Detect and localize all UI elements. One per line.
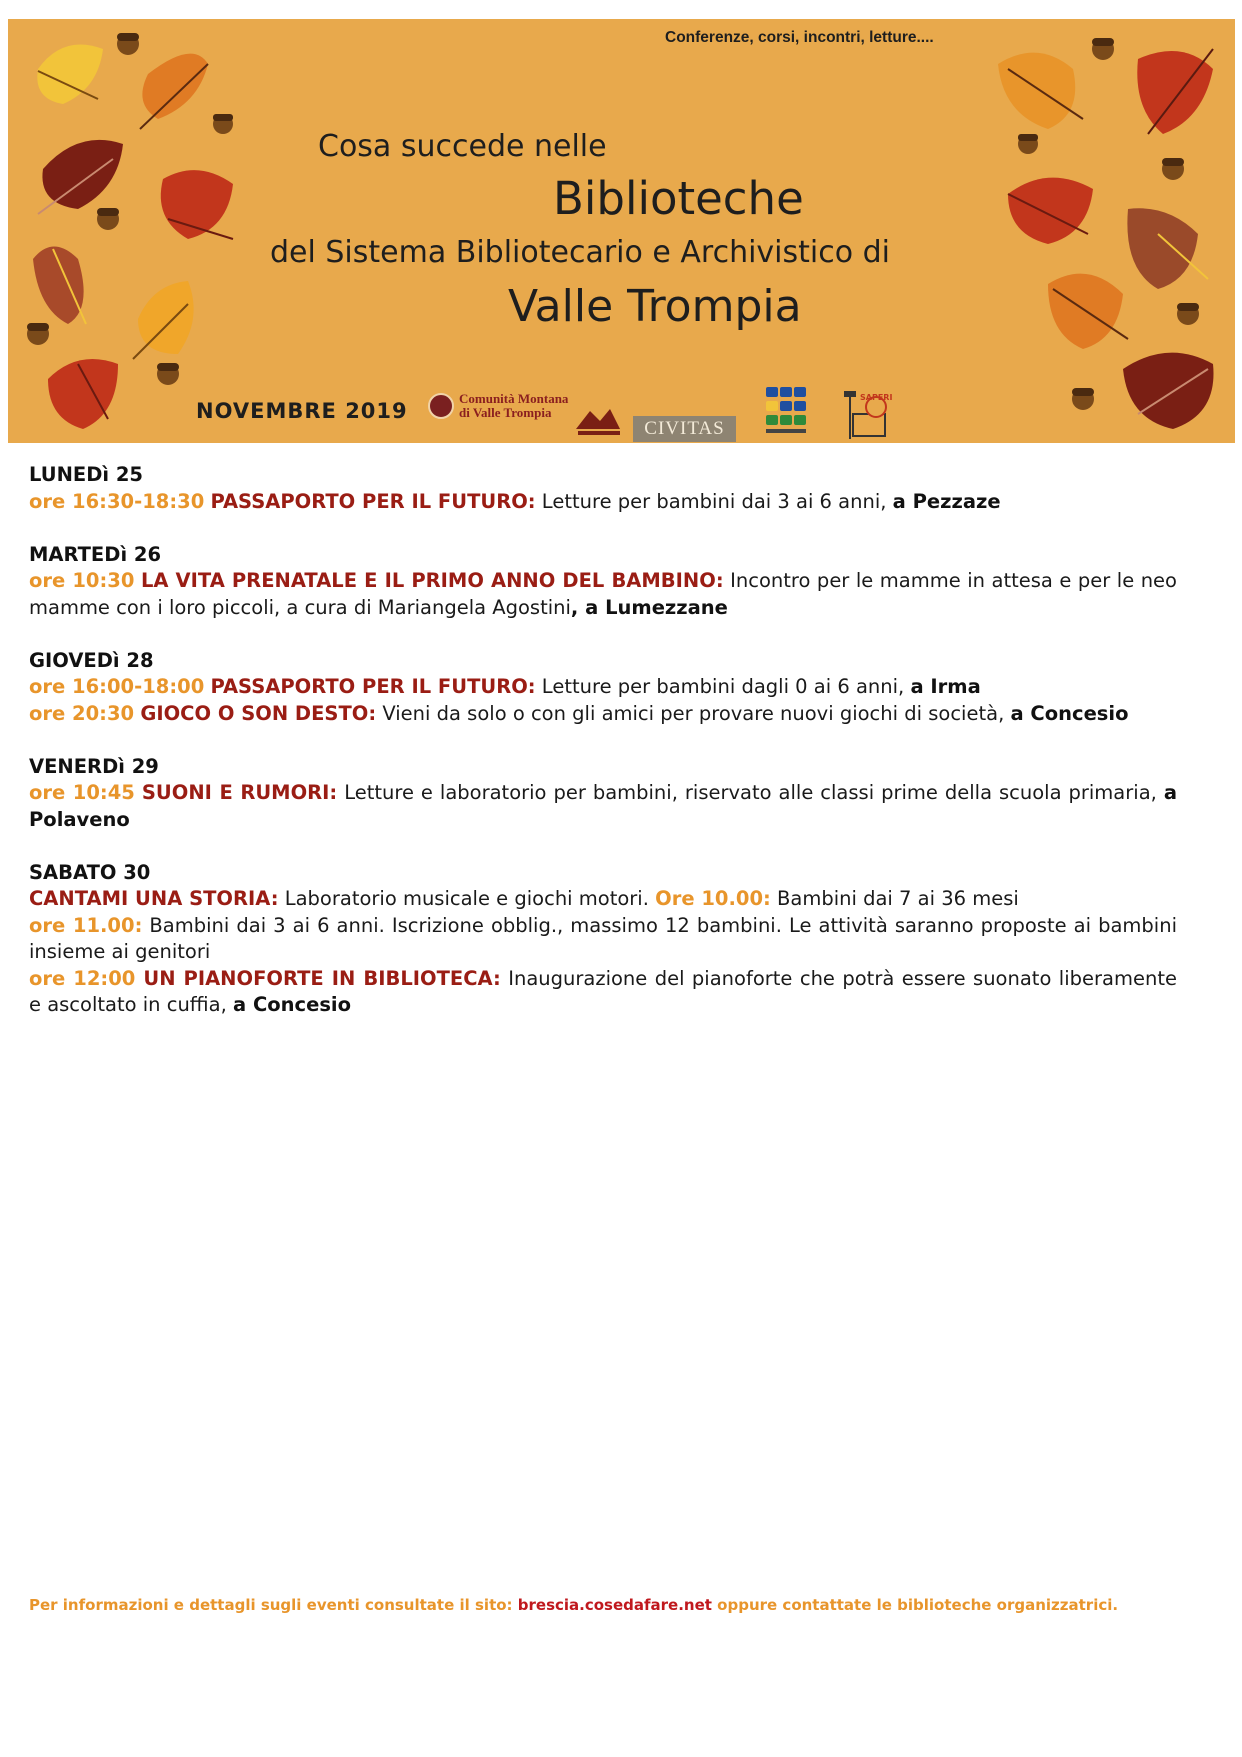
event-time: ore 10:45 [29,781,135,804]
acorn-icon [27,323,49,345]
banner-tagline: Conferenze, corsi, incontri, letture.... [665,29,934,46]
svg-text:SAPERI: SAPERI [860,393,893,402]
comunita-montana-logo [428,392,568,420]
event-place: , a Lumezzane [570,595,728,619]
event-title: GIOCO O SON DESTO: [140,701,377,725]
event-item [29,780,1177,833]
day-block [29,462,1177,515]
logo-comunita-line2: di Valle Trompia [459,405,552,420]
leaf-icon [37,45,103,105]
banner-title-main: Biblioteche [553,172,804,225]
event-time: Ore 10.00: [655,887,771,910]
event-description: Letture e laboratorio per bambini, riservato alle classi prime della scuola primaria, [337,781,1164,804]
event-item [29,701,1177,728]
leaf-icon [38,140,123,214]
leaf-icon [1048,274,1128,349]
event-place: a Concesio [233,993,352,1016]
rete-bibliotecaria-logo-icon [766,387,806,433]
acorn-icon [157,363,179,385]
event-item [29,913,1177,966]
acorn-icon [1018,134,1038,154]
event-description: Vieni da solo o con gli amici per provare nuovi giochi di società, [376,701,1011,725]
civitas-logo: CIVITAS [633,416,736,442]
saperi-logo-icon [844,391,892,439]
event-time: ore 12:00 [29,966,136,990]
banner-month: NOVEMBRE 2019 [196,399,408,423]
day-heading: MARTEDì 26 [29,542,162,566]
event-time: ore 16:00-18:00 [29,675,205,698]
banner-title-line3: del Sistema Bibliotecario e Archivistico di [270,235,890,270]
banner-title-line1: Cosa succede nelle [318,129,607,164]
event-item [29,966,1177,1019]
acorn-icon [117,33,139,55]
unica-logo-icon [576,409,620,435]
event-place: a Polaveno [29,781,1177,831]
event-place: a Irma [910,675,981,698]
day-block [29,542,1177,622]
event-description: Bambini dai 7 ai 36 mesi [770,887,1019,910]
leaf-icon [33,247,86,325]
website-link[interactable]: brescia.cosedafare.net [517,1596,712,1614]
day-block [29,754,1177,834]
event-item [29,886,1177,913]
event-place: a Pezzaze [892,489,1001,513]
events-list [29,462,1177,1045]
footer-prefix: Per informazioni e dettagli sugli eventi consultate il sito: [29,1596,518,1614]
event-title: PASSAPORTO PER IL FUTURO: [210,675,536,698]
event-description: Letture per bambini dai 3 ai 6 anni, [535,489,893,513]
acorn-icon [1162,158,1184,180]
footer-suffix: oppure contattate le biblioteche organizzatrici. [711,1596,1119,1614]
acorn-icon [1177,303,1199,325]
leaf-icon [1137,49,1213,134]
leaf-icon [140,54,208,129]
emblem-icon [428,393,454,419]
event-time: ore 10:30 [29,569,135,592]
leaf-icon [998,53,1083,129]
header-banner [8,19,1235,443]
event-item [29,568,1177,621]
day-heading: LUNEDì 25 [29,463,144,486]
event-description: Letture per bambini dagli 0 ai 6 anni, [535,675,911,698]
banner-title-line4: Valle Trompia [508,281,802,332]
event-description: Bambini dai 3 ai 6 anni. Iscrizione obblig., massimo 12 bambini. Le attività saranno proposte ai bambini insieme ai genitori [29,913,1177,963]
event-title: SUONI E RUMORI: [141,781,338,804]
day-heading: VENERDì 29 [29,754,159,778]
event-title: PASSAPORTO PER IL FUTURO: [210,489,536,513]
leaf-icon [1127,208,1208,289]
event-time: ore 20:30 [29,701,135,725]
event-description: Incontro per le mamme in attesa e per le neo mamme con i loro piccoli, a cura di Mariangela Agostini [29,569,1177,619]
logo-comunita-line1: Comunità Montana [459,391,569,406]
day-heading: SABATO 30 [29,860,151,884]
event-title: LA VITA PRENATALE E IL PRIMO ANNO DEL BAMBINO: [140,569,724,592]
event-title: CANTAMI UNA STORIA: [29,887,279,910]
event-time: ore 16:30-18:30 [29,489,205,513]
leaf-icon [48,359,118,429]
leaf-icon [1123,353,1214,429]
day-block [29,648,1177,728]
acorn-icon [1072,388,1094,410]
leaf-icon [133,281,194,359]
acorn-icon [1092,38,1114,60]
day-block [29,860,1177,1019]
event-title: UN PIANOFORTE IN BIBLIOTECA: [135,966,501,990]
leaf-icon [1008,178,1093,244]
event-item [29,489,1177,516]
autumn-leaves-decoration [8,19,1235,443]
event-description: Inaugurazione del pianoforte che potrà essere suonato liberamente e ascoltato in cuffia, [29,966,1177,1016]
leaf-icon [161,170,233,239]
day-heading: GIOVEDì 28 [29,648,154,672]
event-time: ore 11.00: [29,913,143,937]
event-place: a Concesio [1010,701,1129,725]
acorn-icon [213,114,233,134]
footer-info [29,1596,1209,1614]
acorn-icon [97,208,119,230]
event-description: Laboratorio musicale e giochi motori. [278,887,656,910]
event-item [29,674,1177,701]
